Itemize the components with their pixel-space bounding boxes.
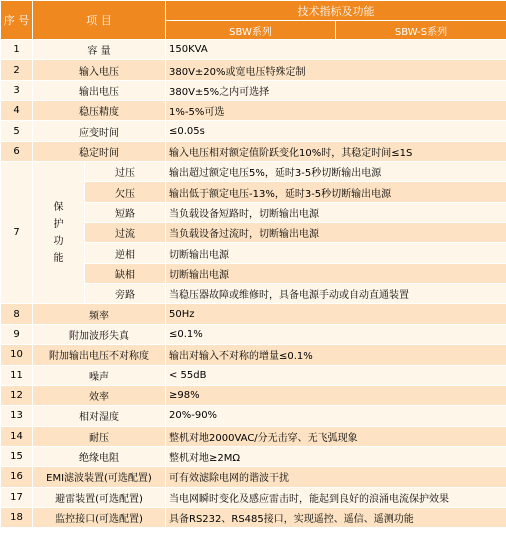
row-item: 稳压精度 bbox=[33, 101, 166, 121]
row-value: 50Hz bbox=[166, 304, 506, 324]
row-item: 相对湿度 bbox=[33, 406, 166, 426]
protection-row bbox=[1, 162, 506, 182]
table-row bbox=[1, 345, 506, 365]
row-item: 避雷装置(可选配置) bbox=[33, 487, 166, 507]
row-value: 1%-5%可选 bbox=[166, 101, 506, 121]
protection-item-name: 短路 bbox=[85, 202, 166, 222]
row-number: 13 bbox=[1, 406, 33, 426]
row-item: 稳定时间 bbox=[33, 141, 166, 161]
table-row bbox=[1, 385, 506, 405]
row-item: 噪声 bbox=[33, 365, 166, 385]
table-row bbox=[1, 40, 506, 60]
row-number: 15 bbox=[1, 446, 33, 466]
table-row bbox=[1, 426, 506, 446]
table-row bbox=[1, 121, 506, 141]
row-item: 应变时间 bbox=[33, 121, 166, 141]
header-no: 序 号 bbox=[1, 1, 33, 40]
protection-item-name: 欠压 bbox=[85, 182, 166, 202]
row-item: 效率 bbox=[33, 385, 166, 405]
row-number: 9 bbox=[1, 324, 33, 344]
protection-item-value: 输出低于额定电压-13%，延时3-5秒切断输出电源 bbox=[166, 182, 506, 202]
row-item: 绝缘电阻 bbox=[33, 446, 166, 466]
row-number: 18 bbox=[1, 507, 33, 527]
row-item: 输入电压 bbox=[33, 60, 166, 80]
row-number: 10 bbox=[1, 345, 33, 365]
row-value: 可有效滤除电网的谐波干扰 bbox=[166, 467, 506, 487]
row-value: 20%-90% bbox=[166, 406, 506, 426]
protection-item-value: 输出超过额定电压5%，延时3-5秒切断输出电源 bbox=[166, 162, 506, 182]
row-value: < 55dB bbox=[166, 365, 506, 385]
protection-item-value: 当负载设备短路时，切断输出电源 bbox=[166, 202, 506, 222]
protection-label: 保护功能 bbox=[33, 162, 85, 304]
row-value: 具备RS232、RS485接口，实现遥控、遥信、遥测功能 bbox=[166, 507, 506, 527]
protection-item-name: 旁路 bbox=[85, 284, 166, 304]
header-sbws: SBW-S系列 bbox=[336, 21, 506, 40]
row-item: 容 量 bbox=[33, 40, 166, 60]
protection-item-value: 当负载设备过流时，切断输出电源 bbox=[166, 223, 506, 243]
protection-item-name: 过流 bbox=[85, 223, 166, 243]
table-row bbox=[1, 141, 506, 161]
row-value: 380V±5%之内可选择 bbox=[166, 80, 506, 100]
row-number: 12 bbox=[1, 385, 33, 405]
header-spec: 技术指标及功能 bbox=[166, 1, 506, 21]
protection-item-value: 当稳压器故障或维修时，具备电源手动或自动直通装置 bbox=[166, 284, 506, 304]
row-value: ≤0.1% bbox=[166, 324, 506, 344]
row-item: 输出电压 bbox=[33, 80, 166, 100]
table-row bbox=[1, 304, 506, 324]
row-value: ≥98% bbox=[166, 385, 506, 405]
table-row bbox=[1, 80, 506, 100]
protection-item-value: 切断输出电源 bbox=[166, 263, 506, 283]
row-number: 5 bbox=[1, 121, 33, 141]
row-number: 3 bbox=[1, 80, 33, 100]
row-value: 整机对地2000VAC/分无击穿、无飞弧现象 bbox=[166, 426, 506, 446]
row-item: 频率 bbox=[33, 304, 166, 324]
row-number: 7 bbox=[1, 162, 33, 304]
row-value: 380V±20%或宽电压特殊定制 bbox=[166, 60, 506, 80]
row-value: 当电网瞬时变化及感应雷击时，能起到良好的浪涌电流保护效果 bbox=[166, 487, 506, 507]
row-number: 17 bbox=[1, 487, 33, 507]
protection-item-name: 逆相 bbox=[85, 243, 166, 263]
row-number: 2 bbox=[1, 60, 33, 80]
table-row bbox=[1, 446, 506, 466]
row-number: 14 bbox=[1, 426, 33, 446]
row-value: ≤0.05s bbox=[166, 121, 506, 141]
table-row bbox=[1, 487, 506, 507]
table-row bbox=[1, 324, 506, 344]
table-row bbox=[1, 101, 506, 121]
header-sbw: SBW系列 bbox=[166, 21, 336, 40]
protection-item-name: 缺相 bbox=[85, 263, 166, 283]
row-number: 8 bbox=[1, 304, 33, 324]
table-row bbox=[1, 467, 506, 487]
row-value: 整机对地≥2MΩ bbox=[166, 446, 506, 466]
table-row bbox=[1, 365, 506, 385]
row-item: EMI滤波装置(可选配置) bbox=[33, 467, 166, 487]
header-item: 项 目 bbox=[33, 1, 166, 40]
row-number: 4 bbox=[1, 101, 33, 121]
row-item: 附加输出电压不对称度 bbox=[33, 345, 166, 365]
row-value: 输出对输入不对称的增量≤0.1% bbox=[166, 345, 506, 365]
table-row bbox=[1, 60, 506, 80]
row-number: 6 bbox=[1, 141, 33, 161]
row-number: 11 bbox=[1, 365, 33, 385]
protection-item-value: 切断输出电源 bbox=[166, 243, 506, 263]
table-row bbox=[1, 507, 506, 527]
row-value: 150KVA bbox=[166, 40, 506, 60]
row-item: 监控接口(可选配置) bbox=[33, 507, 166, 527]
table-row bbox=[1, 406, 506, 426]
row-number: 16 bbox=[1, 467, 33, 487]
row-value: 输入电压相对额定值阶跃变化10%时，其稳定时间≤1S bbox=[166, 141, 506, 161]
row-number: 1 bbox=[1, 40, 33, 60]
row-item: 耐压 bbox=[33, 426, 166, 446]
protection-item-name: 过压 bbox=[85, 162, 166, 182]
row-item: 附加波形失真 bbox=[33, 324, 166, 344]
